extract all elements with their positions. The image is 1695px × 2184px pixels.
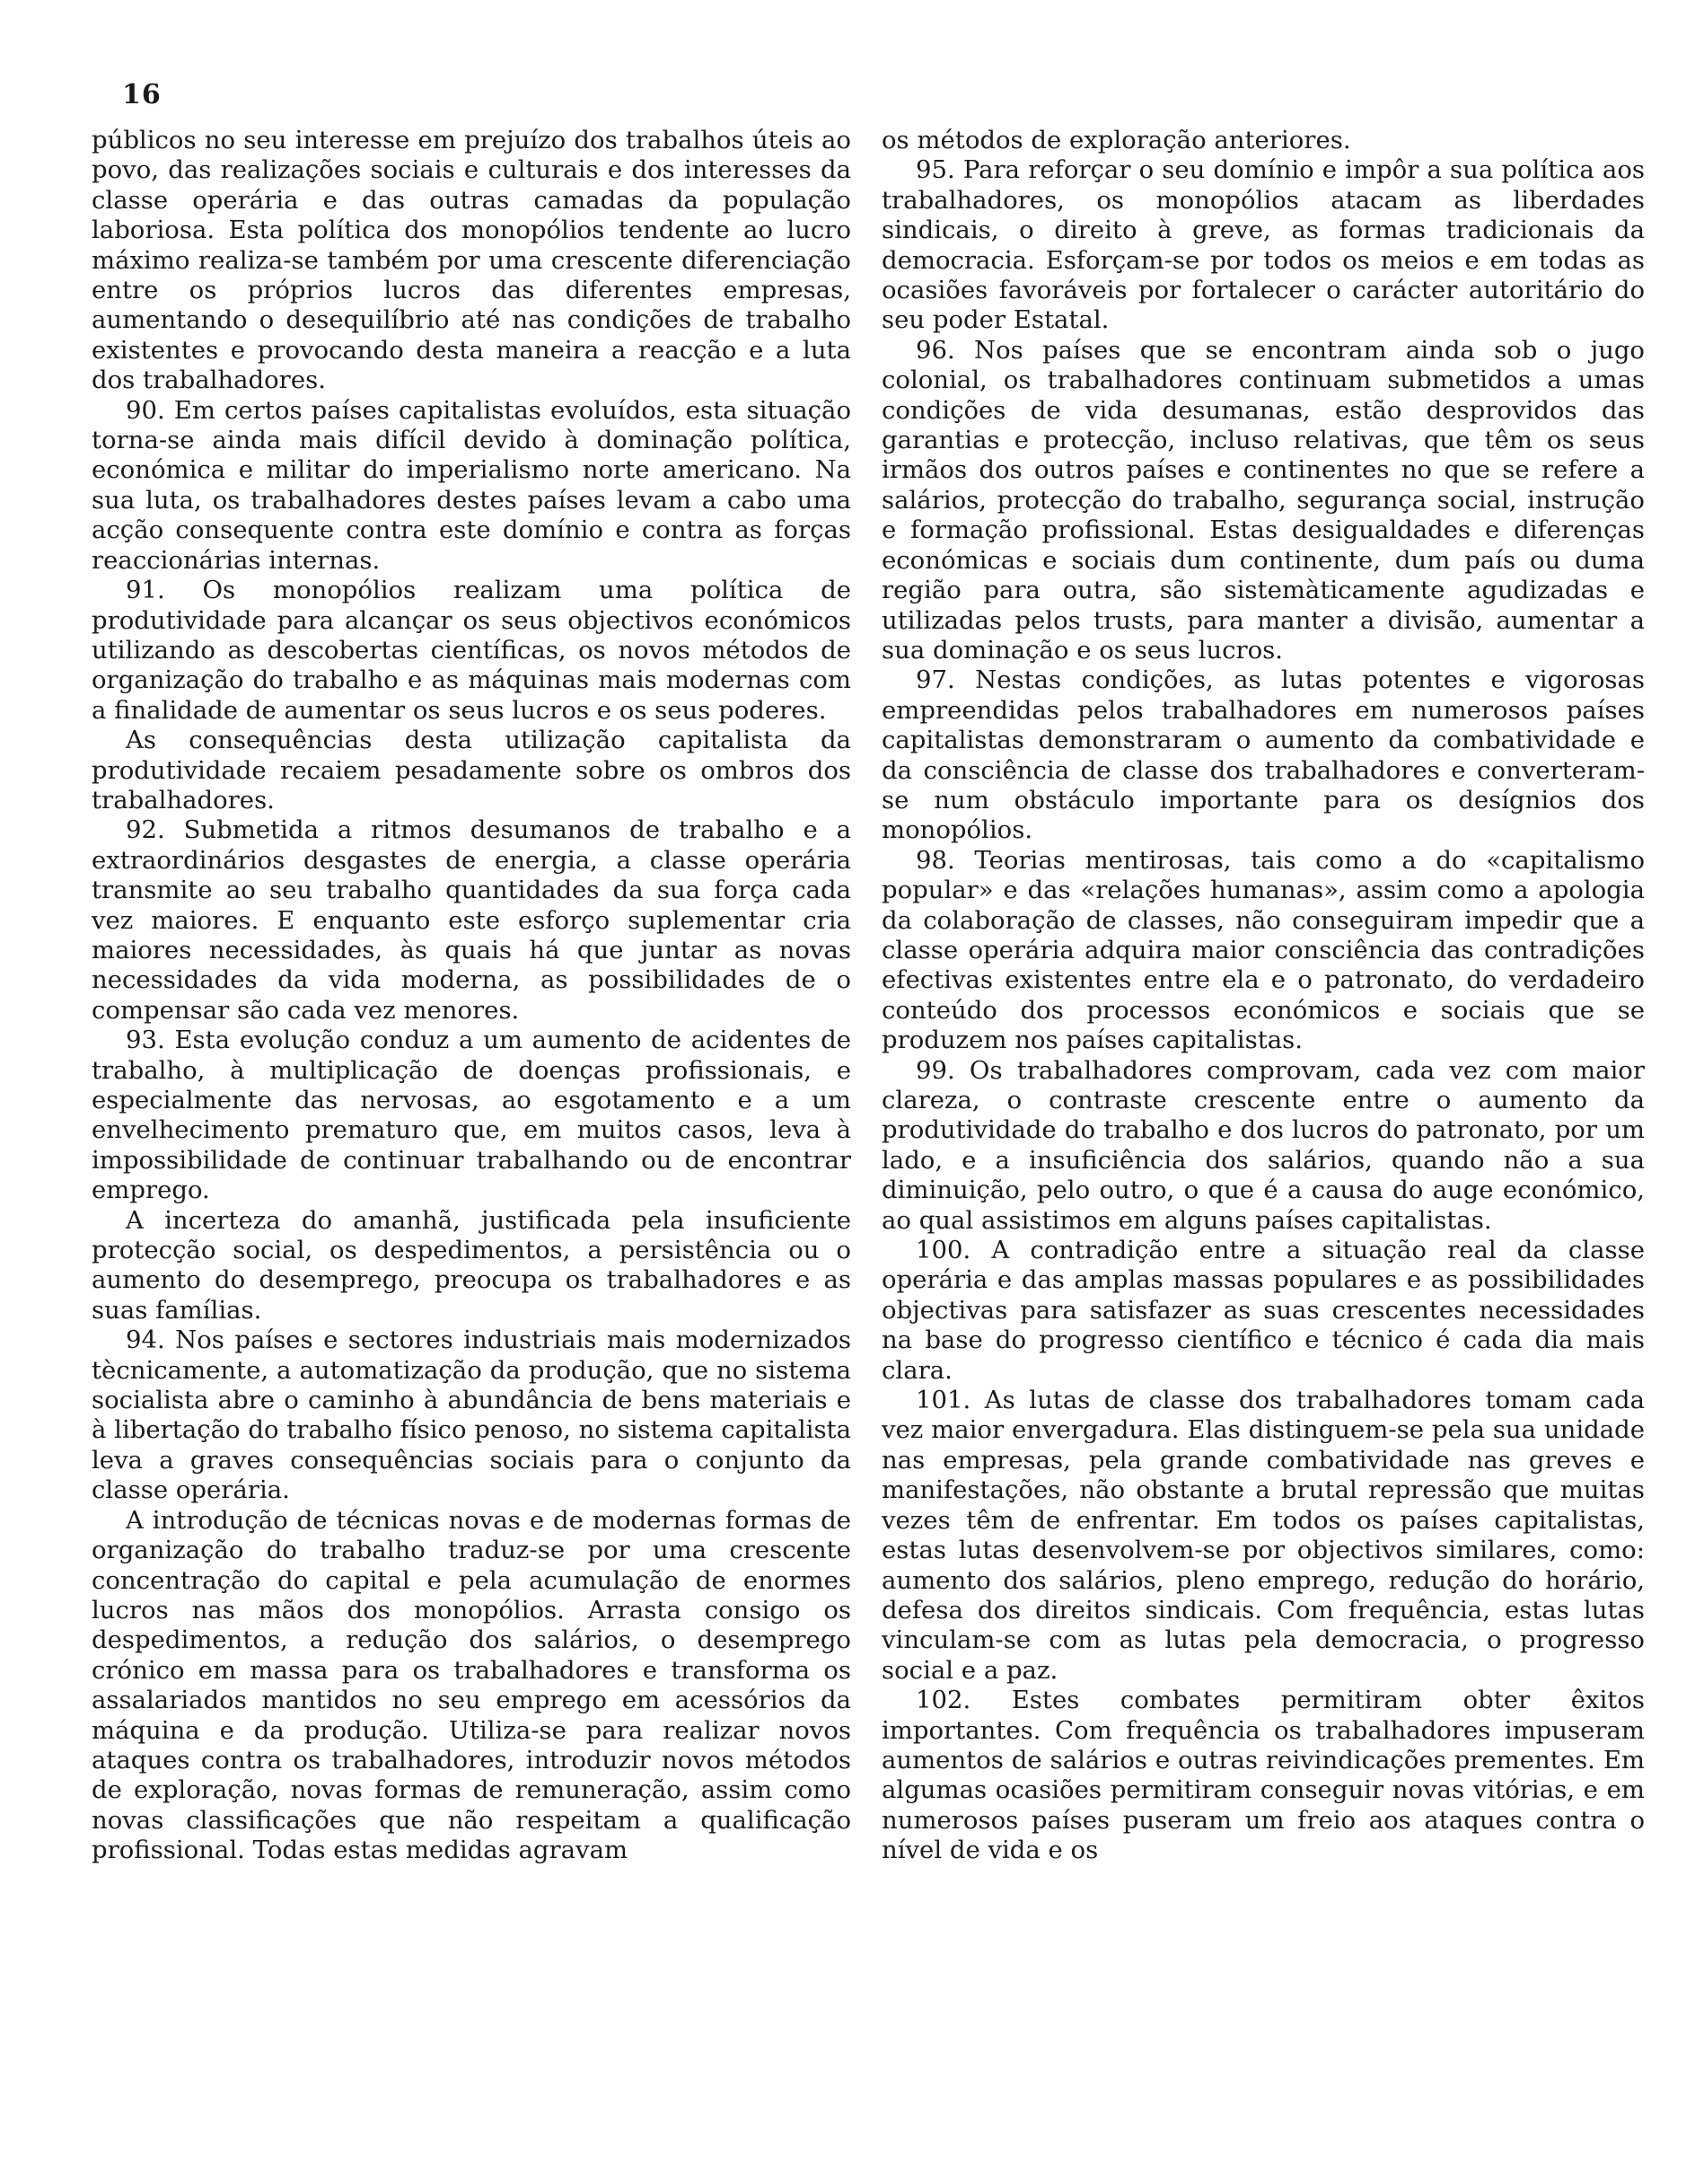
paragraph: os métodos de exploração anteriores. [882,126,1351,154]
paragraph-102: 102. Estes combates permitiram obter êxitos importantes. Com frequência os trabalhadores impuseram aumentos de salários e outras reivindicações prementes. Em algumas ocasiões permitiram conseguir novas vitórias, e em numerosos países puseram um freio aos ataques contra o nível de vida e os [882,1686,1645,1865]
paragraph: públicos no seu interesse em prejuízo dos trabalhos úteis ao povo, das realizações sociais e culturais e dos interesses da classe operária e das outras camadas da população laboriosa. Esta política dos monopólios tendente ao lucro máximo realiza-se também por uma crescente diferenciação entre os próprios lucros das diferentes empresas, aumentando o desequilíbrio até nas condições de trabalho existentes e provocando desta maneira a reacção e a luta dos trabalhadores. [92,126,851,395]
left-column [92,126,851,2155]
paragraph-100: 100. A contradição entre a situação real da classe operária e das amplas massas populares e as possibilidades objectivas para satisfazer as suas crescentes necessidades na base do progresso científico e técnico é cada dia mais clara. [882,1236,1645,1385]
paragraph-92: 92. Submetida a ritmos desumanos de trabalho e a extraordinários desgastes de energia, a classe operária transmite ao seu trabalho quantidades da sua força cada vez maiores. E enquanto este esforço suplementar cria maiores necessidades, às quais há que juntar as novas necessidades da vida moderna, as possibilidades de o compensar são cada vez menores. [92,815,851,1025]
paragraph: A incerteza do amanhã, justificada pela insuficiente protecção social, os despedimentos, a persistência ou o aumento do desemprego, preocupa os trabalhadores e as suas famílias. [92,1205,851,1325]
paragraph-94: 94. Nos países e sectores industriais mais modernizados tècnicamente, a automatização da produção, que no sistema socialista abre o caminho à abundância de bens materiais e à libertação do trabalho físico penoso, no sistema capitalista leva a graves consequências sociais para o conjunto da classe operária. [92,1325,851,1505]
paragraph-93: 93. Esta evolução conduz a um aumento de acidentes de trabalho, à multiplicação de doenças profissionais, e especialmente das nervosas, ao esgotamento e a um envelhecimento prematuro que, em muitos casos, leva à impossibilidade de continuar trabalhando ou de encontrar emprego. [92,1026,851,1205]
paragraph-90: 90. Em certos países capitalistas evoluídos, esta situação torna-se ainda mais difícil devido à dominação política, económica e militar do imperialismo norte americano. Na sua luta, os trabalhadores destes países levam a cabo uma acção consequente contra este domínio e contra as forças reaccionárias internas. [92,395,851,575]
paragraph-98: 98. Teorias mentirosas, tais como a do «capitalismo popular» e das «relações humanas», assim como a apologia da colaboração de classes, não conseguiram impedir que a classe operária adquira maior consciência das contradições efectivas existentes entre ela e o patronato, do verdadeiro conteúdo dos processos económicos e sociais que se produzem nos países capitalistas. [882,845,1645,1055]
paragraph-101: 101. As lutas de classe dos trabalhadores tomam cada vez maior envergadura. Elas distinguem-se pela sua unidade nas empresas, pela grande combatividade nas greves e manifestações, não obstante a brutal repressão que muitas vezes têm de enfrentar. Em todos os países capitalistas, estas lutas desenvolvem-se por objectivos similares, como: aumento dos salários, pleno emprego, redução do horário, defesa dos direitos sindicais. Com frequência, estas lutas vinculam-se com as lutas pela democracia, o progresso social e a paz. [882,1386,1645,1685]
paragraph-97: 97. Nestas condições, as lutas potentes e vigorosas empreendidas pelos trabalhadores em numerosos países capitalistas demonstraram o aumento da combatividade e da consciência de classe dos trabalhadores e converteram-se num obstáculo importante para os desígnios dos monopólios. [882,665,1645,845]
page-number: 16 [122,79,162,110]
paragraph: As consequências desta utilização capitalista da produtividade recaiem pesadamente sobre os ombros dos trabalhadores. [92,726,851,815]
paragraph-91: 91. Os monopólios realizam uma política de produtividade para alcançar os seus objectivos económicos utilizando as descobertas científicas, os novos métodos de organização do trabalho e as máquinas mais modernas com a finalidade de aumentar os seus lucros e os seus poderes. [92,576,851,725]
paragraph-99: 99. Os trabalhadores comprovam, cada vez com maior clareza, o contraste crescente entre o aumento da produtividade do trabalho e dos lucros do patronato, por um lado, e a insuficiência dos salários, quando não a sua diminuição, pelo outro, o que é a causa do auge económico, ao qual assistimos em alguns países capitalistas. [882,1055,1645,1235]
paragraph-96: 96. Nos países que se encontram ainda sob o jugo colonial, os trabalhadores continuam submetidos a umas condições de vida desumanas, estão desprovidos das garantias e protecção, incluso relativas, que têm os seus irmãos dos outros países e continentes no que se refere a salários, protecção do trabalho, segurança social, instrução e formação profissional. Estas desigualdades e diferenças económicas e sociais dum continente, dum país ou duma região para outra, são sistemàticamente agudizadas e utilizadas pelos trusts, para manter a divisão, aumentar a sua dominação e os seus lucros. [882,335,1645,665]
paragraph-95: 95. Para reforçar o seu domínio e impôr a sua política aos trabalhadores, os monopólios atacam as liberdades sindicais, o direito à greve, as formas tradicionais da democracia. Esforçam-se por todos os meios e em todas as ocasiões favoráveis por fortalecer o carácter autoritário do seu poder Estatal. [882,155,1645,335]
paragraph: A introdução de técnicas novas e de modernas formas de organização do trabalho traduz-se por uma crescente concentração do capital e pela acumulação de enormes lucros nas mãos dos monopólios. Arrasta consigo os despedimentos, a redução dos salários, o desemprego crónico em massa para os trabalhadores e transforma os assalariados mantidos no seu emprego em acessórios da máquina e da produção. Utiliza-se para realizar novos ataques contra os trabalhadores, introduzir novos métodos de exploração, novas formas de remuneração, assim como novas classificações que não respeitam a qualificação profissional. Todas estas medidas agravam [92,1505,851,1865]
right-column [882,126,1645,2155]
